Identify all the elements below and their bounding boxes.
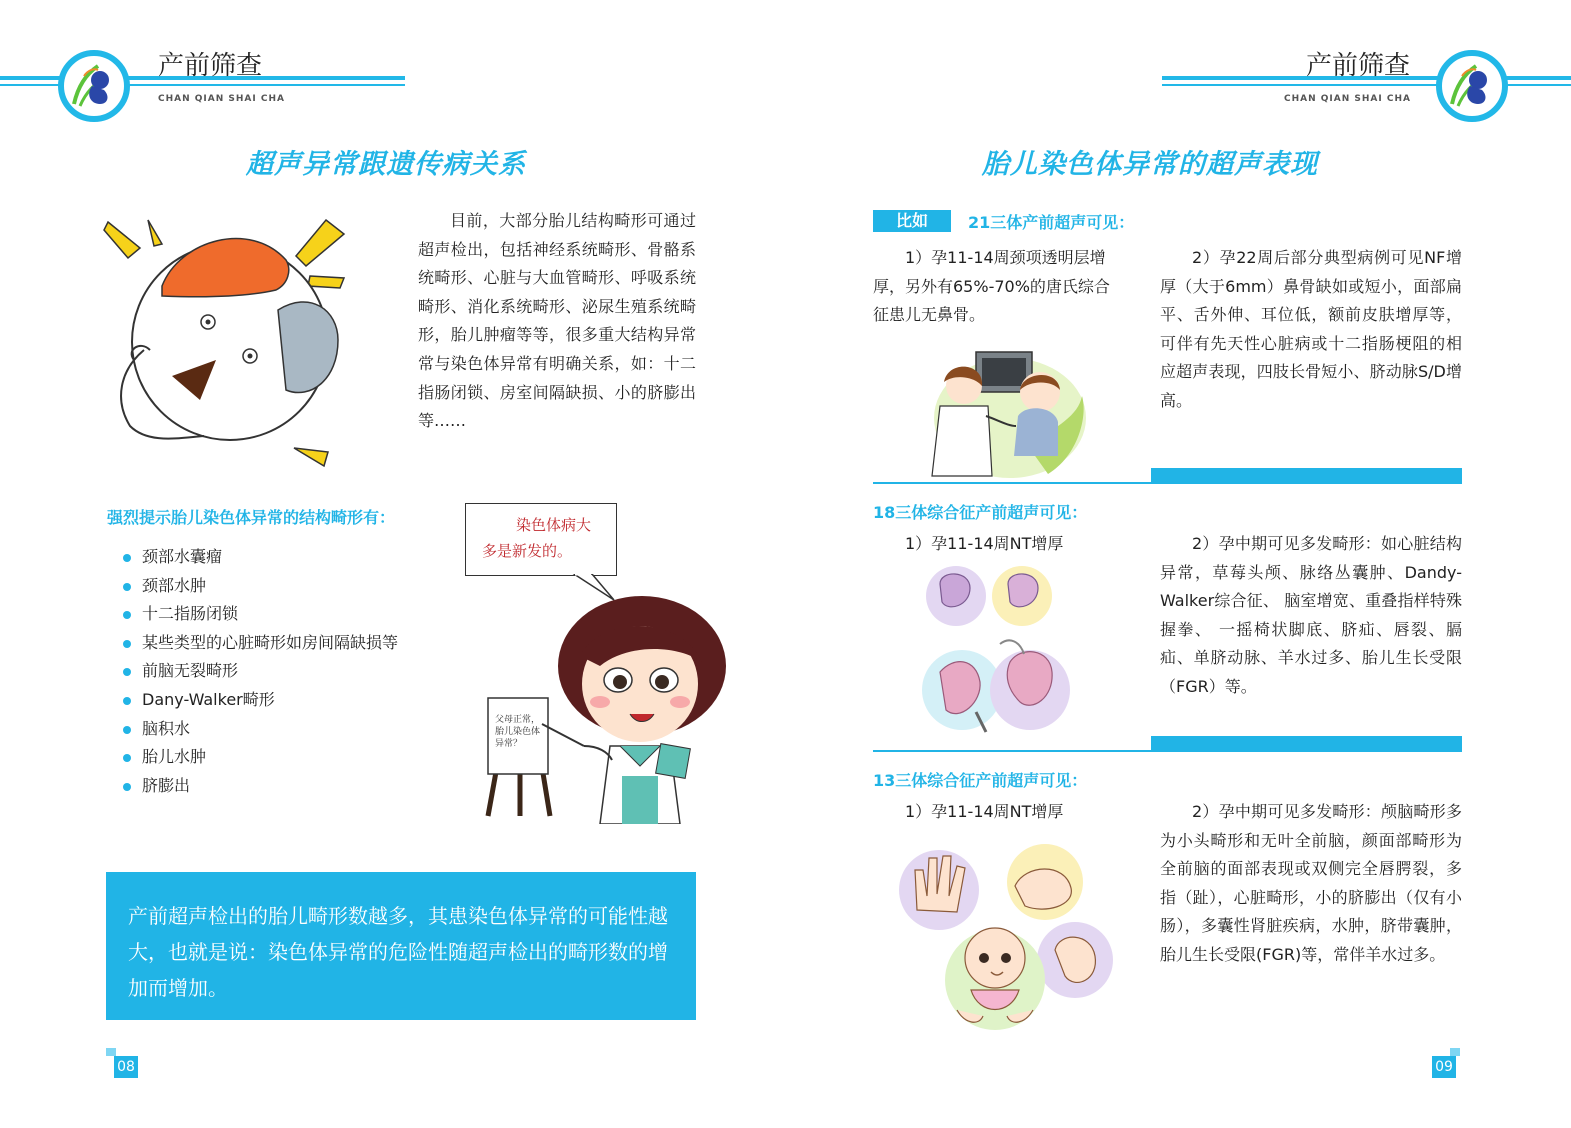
malformation-list-item: Dany-Walker畸形 <box>120 686 398 715</box>
header-subtitle-right: CHAN QIAN SHAI CHA <box>1284 94 1411 104</box>
section2-col2-text: 2）孕中期可见多发畸形：如心脏结构异常，草莓头颅、脉络丛囊肿、Dandy-Walker综合征、 脑室增宽、重叠指样特殊握拳、 一摇椅状脚底、脐疝、唇裂、膈疝、单脐动脉、羊水过多、胎儿生长受限（FGR）等。 <box>1160 534 1462 696</box>
anatomy-illustrations <box>920 562 1080 742</box>
section2-col1-text: 1）孕11-14周NT增厚 <box>905 534 1064 553</box>
page-number-decoration <box>106 1048 116 1056</box>
speech-bubble <box>465 503 617 576</box>
page-number-right: 09 <box>1432 1056 1456 1078</box>
section3-col1 <box>873 798 1125 827</box>
intro-text: 目前，大部分胎儿结构畸形可通过超声检出，包括神经系统畸形、骨骼系统畸形、心脏与大血管畸形、呼吸系统畸形、消化系统畸形、泌尿生殖系统畸形，胎儿肿瘤等等，很多重大结构异常常与染色体异常有明确关系，如：十二指肠闭锁、房室间隔缺损、小的脐膨出等…… <box>418 211 696 431</box>
section1-col2-text: 2）孕22周后部分典型病例可见NF增厚（大于6mm）鼻骨缺如或短小，面部扁平、舌外伸、耳位低，额前皮肤增厚等，可伴有先天性心脏病或十二指肠梗阻的相应超声表现，四肢长骨短小、脐动脉S/D增高。 <box>1160 248 1462 410</box>
section1-col2 <box>1160 244 1462 416</box>
page-number-left: 08 <box>114 1056 138 1078</box>
malformation-list-item: 前脑无裂畸形 <box>120 657 398 686</box>
fetus-logo-icon <box>1436 50 1508 122</box>
section2-col2 <box>1160 530 1462 702</box>
page-number-decoration <box>1450 1048 1460 1056</box>
section2-col1 <box>873 530 1125 559</box>
easel-note-text: 父母正常，胎儿染色体异常？ <box>495 715 541 749</box>
malformation-list-item: 胎儿水肿 <box>120 743 398 772</box>
malformation-list-item: 颈部水肿 <box>120 572 398 601</box>
section2-heading: 18三体综合征产前超声可见： <box>873 503 1088 522</box>
section3-col2-text: 2）孕中期可见多发畸形：颅脑畸形多为小头畸形和无叶全前脑，颜面部畸形为全前脑的面部表现或双侧完全唇腭裂，多指（趾），心脏畸形，小的脐膨出（仅有小肠），多囊性肾脏疾病，水肿，脐带囊肿，胎儿生长受限(FGR)等，常伴羊水过多。 <box>1160 802 1462 964</box>
ultrasound-exam-illustration <box>918 346 1088 480</box>
malformation-list-item: 脑积水 <box>120 715 398 744</box>
baby-features-illustration <box>895 840 1117 1032</box>
section3-col2 <box>1160 798 1462 970</box>
malformation-list-item: 脐膨出 <box>120 772 398 801</box>
malformation-list-item: 某些类型的心脏畸形如房间隔缺损等 <box>120 629 398 658</box>
section3-col1-text: 1）孕11-14周NT增厚 <box>905 802 1064 821</box>
section1-divider-thick <box>1151 468 1462 484</box>
speech-bubble-line2: 多是新发的。 <box>482 542 573 560</box>
page-title-right: 胎儿染色体异常的超声表现 <box>982 149 1318 180</box>
section3-heading: 13三体综合征产前超声可见： <box>873 771 1088 790</box>
malformation-list-item: 颈部水囊瘤 <box>120 543 398 572</box>
fetus-logo-icon <box>58 50 130 122</box>
header-subtitle-left: CHAN QIAN SHAI CHA <box>158 94 285 104</box>
example-tag: 比如 <box>873 210 951 232</box>
speech-bubble-line1: 染色体病大 <box>516 516 592 534</box>
callout-box <box>106 872 696 1020</box>
header-title-left: 产前筛查 <box>158 51 263 81</box>
section1-col1-text: 1）孕11-14周颈项透明层增厚，另外有65%-70%的唐氏综合征患儿无鼻骨。 <box>873 248 1110 325</box>
surprised-face-illustration <box>100 200 360 470</box>
header-band-right-bottom <box>1162 84 1571 86</box>
section2-divider-thick <box>1151 736 1462 752</box>
page-title-left: 超声异常跟遗传病关系 <box>246 149 526 180</box>
intro-paragraph <box>418 207 696 436</box>
header-title-right: 产前筛查 <box>1306 51 1411 81</box>
callout-text: 产前超声检出的胎儿畸形数越多，其患染色体异常的可能性越大，也就是说：染色体异常的危险性随超声检出的畸形数的增加而增加。 <box>128 904 668 1000</box>
section1-col1 <box>873 244 1125 330</box>
malformation-list-item: 十二指肠闭锁 <box>120 600 398 629</box>
section1-heading: 21三体产前超声可见： <box>968 213 1135 232</box>
malformation-list <box>120 543 398 800</box>
doctor-easel-illustration <box>480 596 730 824</box>
malformation-list-heading: 强烈提示胎儿染色体异常的结构畸形有： <box>107 508 396 527</box>
